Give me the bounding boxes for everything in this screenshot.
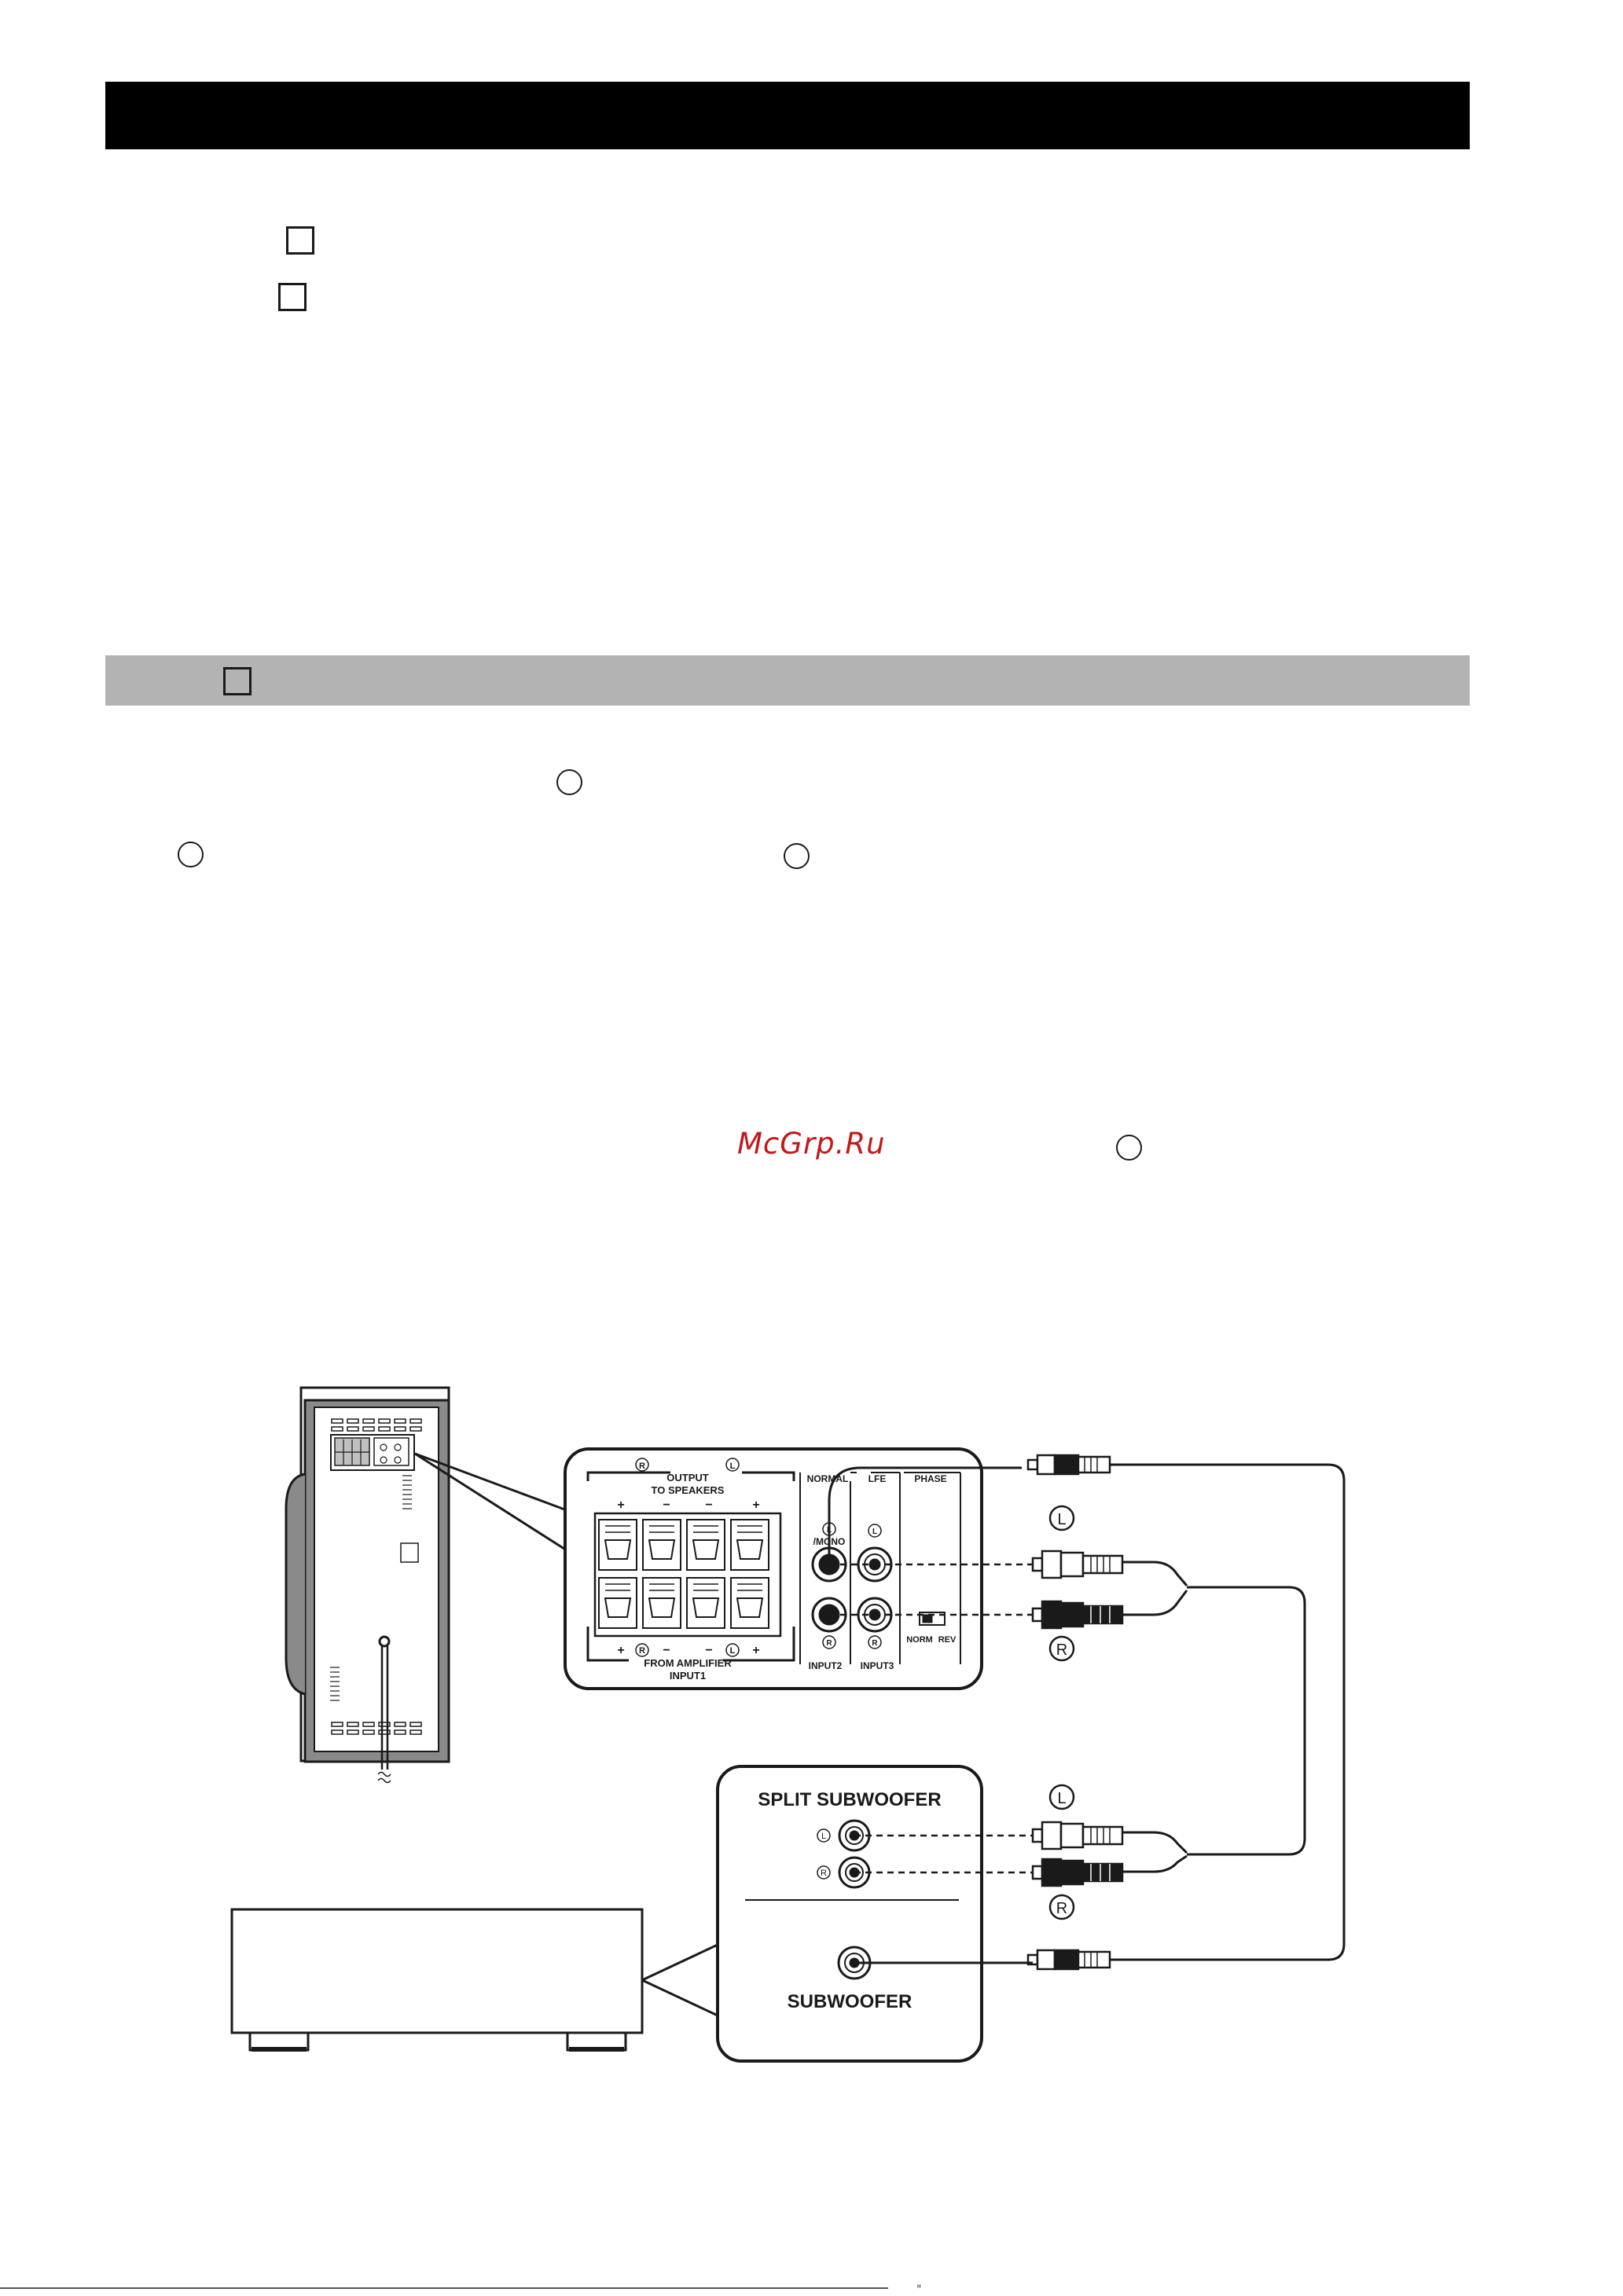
cable-label-R-bottom: R <box>1056 1900 1068 1917</box>
label-minus-1: − <box>663 1498 670 1512</box>
label-input1: INPUT1 <box>669 1670 707 1682</box>
label-L-normal: L <box>826 1526 832 1535</box>
footer-mark: " <box>916 2283 922 2296</box>
label-minus-2: − <box>705 1498 713 1512</box>
label-normal: NORMAL <box>806 1473 849 1484</box>
label-rev: REV <box>938 1635 957 1645</box>
label-plus-3: + <box>617 1644 625 1657</box>
label-from-amplifier: FROM AMPLIFIER <box>644 1657 732 1669</box>
label-split-subwoofer: SPLIT SUBWOOFER <box>758 1789 942 1810</box>
label-norm: NORM <box>906 1635 933 1645</box>
rca-plug-receiver-L <box>1033 1822 1122 1849</box>
label-input2: INPUT2 <box>808 1660 843 1671</box>
rca-plug-receiver-R <box>1033 1859 1122 1886</box>
cable-label-R-top: R <box>1056 1641 1068 1659</box>
label-L-top: L <box>729 1462 736 1471</box>
rca-plug-mono-bottom <box>1028 1950 1110 1969</box>
receiver-panel-enlarged <box>718 1766 982 2061</box>
receiver-unit <box>232 1909 718 2052</box>
label-phase: PHASE <box>914 1473 947 1484</box>
label-R-bottom: R <box>639 1646 645 1656</box>
watermark-text: McGrp.Ru <box>737 1127 886 1161</box>
label-minus-3: − <box>663 1644 670 1657</box>
label-receiver-L: L <box>821 1832 827 1841</box>
rca-plug-R-black <box>1033 1601 1122 1628</box>
label-plus-1: + <box>617 1498 625 1512</box>
label-output: OUTPUT <box>666 1472 709 1484</box>
label-R-lfe: R <box>872 1639 878 1648</box>
label-input3: INPUT3 <box>860 1660 894 1671</box>
label-R-top: R <box>639 1462 645 1471</box>
label-subwoofer: SUBWOOFER <box>787 1991 912 2012</box>
label-lfe: LFE <box>868 1473 887 1484</box>
cable-label-L-top: L <box>1057 1511 1067 1528</box>
rca-plugs <box>1028 1455 1122 1969</box>
label-L-lfe: L <box>872 1528 878 1536</box>
label-minus-4: − <box>705 1644 713 1657</box>
rear-panel-enlarged <box>565 1449 1022 1689</box>
footer-line <box>0 2287 888 2289</box>
subwoofer-unit <box>286 1388 449 1783</box>
label-mono: /MONO <box>813 1536 846 1547</box>
label-L-bottom: L <box>729 1646 736 1656</box>
label-to-speakers: TO SPEAKERS <box>651 1484 725 1496</box>
rca-plug-mono-top <box>1028 1455 1110 1474</box>
label-plus-2: + <box>752 1498 760 1512</box>
label-R-normal: R <box>826 1639 832 1648</box>
cable-label-L-bottom: L <box>1057 1790 1067 1807</box>
label-plus-4: + <box>752 1644 760 1657</box>
label-receiver-R: R <box>821 1869 827 1878</box>
rca-plug-L-white <box>1033 1551 1122 1578</box>
